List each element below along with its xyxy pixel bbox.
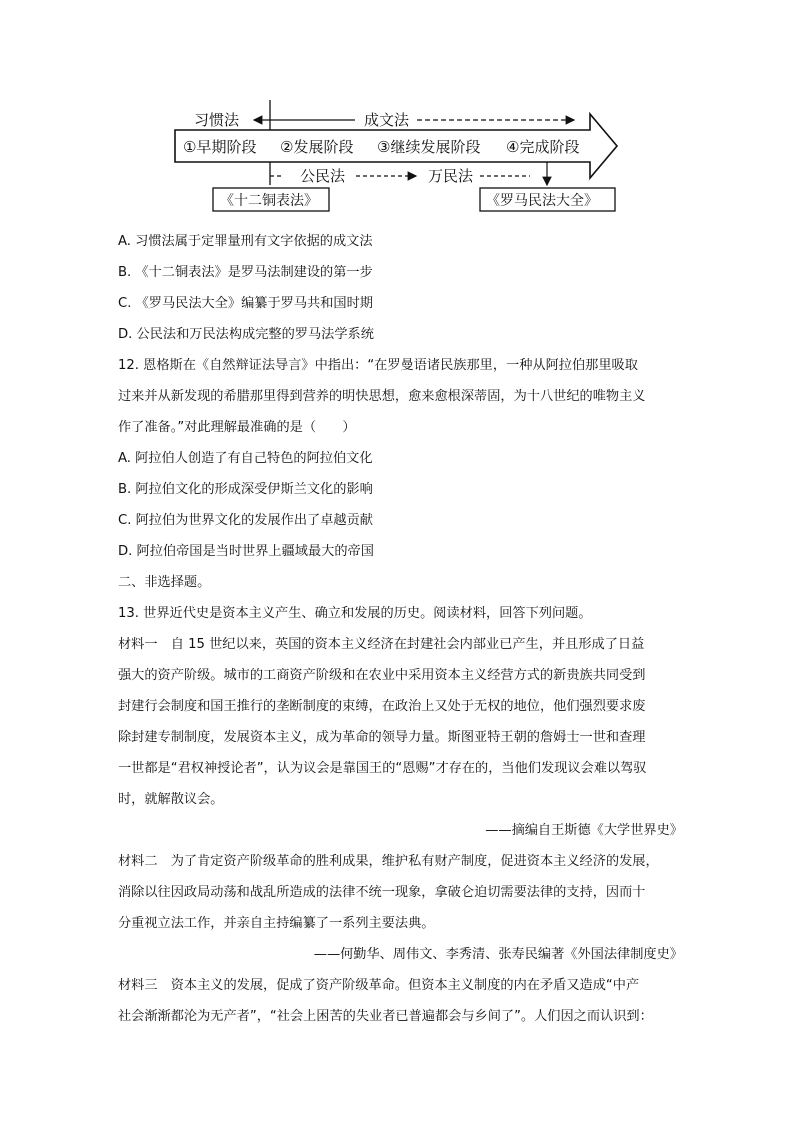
material2-source: ——何勤华、周伟文、李秀清、张寿民编著《外国法律制度史》	[313, 947, 683, 962]
section-title: 二、非选择题。	[118, 575, 211, 590]
law-of-nations-label: 万民法	[428, 167, 474, 185]
question-content	[118, 226, 683, 1032]
q12-stem-line: 过来并从新发现的希腊那里得到营养的明快思想，愈来愈根深蒂固，为十八世纪的唯物主义	[118, 389, 646, 404]
q12-stem-line: 12. 恩格斯在《自然辩证法导言》中指出：“在罗曼语诸民族那里，一种从阿拉伯那里吸取	[118, 358, 638, 373]
twelve-tables-label: 《十二铜表法》	[220, 193, 318, 209]
q11-option-a: A. 习惯法属于定罪量刑有文字依据的成文法	[118, 234, 373, 249]
q11-option-b: B. 《十二铜表法》是罗马法制建设的第一步	[118, 265, 373, 280]
q12-option-a: A. 阿拉伯人创造了有自己特色的阿拉伯文化	[118, 451, 373, 466]
material3-line: 材料三 资本主义的发展，促成了资产阶级革命。但资本主义制度的内在矛盾又造成“中产	[118, 978, 640, 993]
material1-line: 封建行会制度和国王推行的垄断制度的束缚，在政治上又处于无权的地位，他们强烈要求废	[118, 699, 646, 714]
material3-line: 社会渐渐都沦为无产者”，“社会上困苦的失业者已普遍都会与乡间了”。人们因之而认识到：	[118, 1009, 653, 1024]
customary-law-label: 习惯法	[194, 111, 240, 129]
q11-option-c: C. 《罗马民法大全》编纂于罗马共和国时期	[118, 296, 373, 311]
material1-line: 一世都是“君权神授论者”，认为议会是靠国王的“恩赐”才存在的，当他们发现议会难以驾驭	[118, 761, 647, 776]
material1-line: 材料一 自 15 世纪以来，英国的资本主义经济在封建社会内部业已产生，并且形成了日益	[118, 637, 645, 652]
q13-stem: 13. 世界近代史是资本主义产生、确立和发展的历史。阅读材料，回答下列问题。	[118, 606, 592, 621]
diagram-svg	[0, 0, 794, 230]
written-law-label: 成文法	[364, 111, 410, 129]
roman-law-diagram	[0, 0, 794, 230]
q12-option-d: D. 阿拉伯帝国是当时世界上疆域最大的帝国	[118, 544, 374, 559]
corpus-juris-label: 《罗马民法大全》	[486, 193, 598, 209]
stage-2: ②发展阶段	[280, 138, 354, 156]
q12-option-c: C. 阿拉伯为世界文化的发展作出了卓越贡献	[118, 513, 373, 528]
stage-3: ③继续发展阶段	[377, 138, 481, 156]
material1-line: 时，就解散议会。	[118, 792, 224, 807]
stage-1: ①早期阶段	[183, 138, 257, 156]
civil-law-label: 公民法	[300, 167, 346, 185]
stage-4: ④完成阶段	[506, 138, 580, 156]
q12-stem-line: 作了准备。”对此理解最准确的是（ ）	[118, 420, 356, 435]
material2-line: 材料二 为了肯定资产阶级革命的胜利成果，维护私有财产制度，促进资本主义经济的发展，	[118, 854, 659, 869]
material2-line: 分重视立法工作，并亲自主持编纂了一系列主要法典。	[118, 916, 435, 931]
material1-source: ——摘编自王斯德《大学世界史》	[485, 823, 683, 838]
material1-line: 除封建专制制度，发展资本主义，成为革命的领导力量。斯图亚特王朝的詹姆士一世和查理	[118, 730, 646, 745]
material2-line: 消除以往因政局动荡和战乱所造成的法律不统一现象，拿破仑迫切需要法律的支持，因而十	[118, 885, 646, 900]
q12-option-b: B. 阿拉伯文化的形成深受伊斯兰文化的影响	[118, 482, 373, 497]
q11-option-d: D. 公民法和万民法构成完整的罗马法学系统	[118, 327, 374, 342]
material1-line: 强大的资产阶级。城市的工商资产阶级和在农业中采用资本主义经营方式的新贵族共同受到	[118, 668, 646, 683]
